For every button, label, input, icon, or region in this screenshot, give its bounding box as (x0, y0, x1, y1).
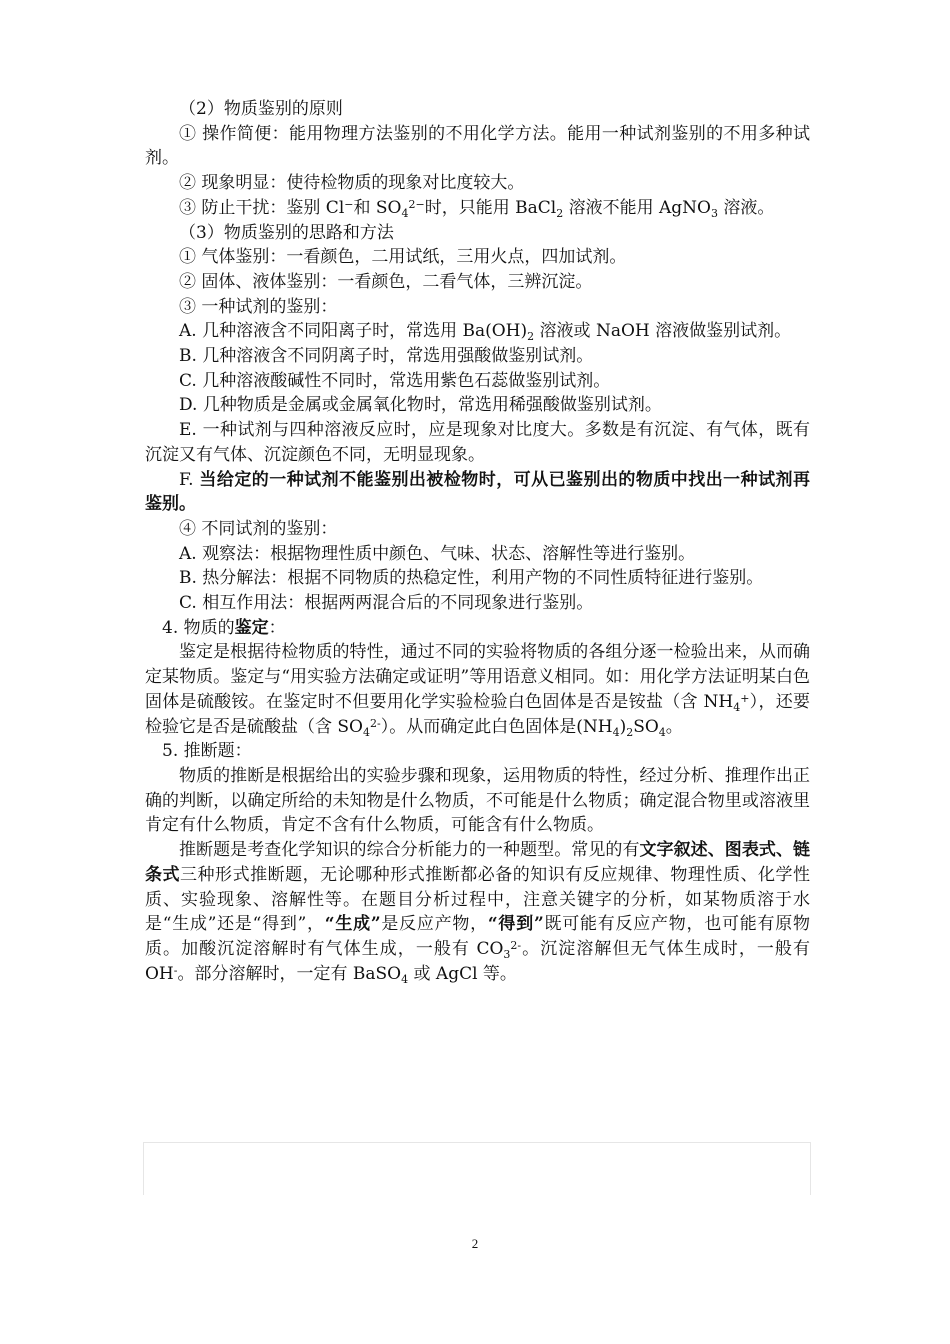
section-heading-inference: 5. 推断题： (162, 741, 252, 762)
paragraph: C. 几种溶液酸碱性不同时，常选用紫色石蕊做鉴别试剂。 (179, 370, 611, 391)
paragraph: ① 操作简便：能用物理方法鉴别的不用化学方法。能用一种试剂鉴别的不用多种试剂。 (145, 123, 810, 169)
paragraph: ② 固体、液体鉴别：一看颜色，二看气体，三辨沉淀。 (179, 271, 593, 292)
paragraph: 推断题是考查化学知识的综合分析能力的一种题型。常见的有文字叙述、图表式、链条式三种形式推断题，无论哪种形式推断都必备的知识有反应规律、物理性质、化学性质、实验现象、溶解性等。在题目分析过程中，注意关键字的分析，如某物质溶于水是“生成”还是“得到”，“生成”是反应产物，“得到”既可能有反应产物，也可能有原物质。加酸沉淀溶解时有气体生成，一般有 $CO_3^{2-}$。沉淀溶解但无气体生成时，一般有 OH-。部分溶解时，一定有 BaSO$_4$ 或 AgCl 等。 (145, 840, 811, 986)
footer-frame (143, 1142, 811, 1195)
paragraph: 物质的推断是根据给出的实验步骤和现象，运用物质的特性，经过分析、推理作出正确的判断，以确定所给的未知物是什么物质，不可能是什么物质；确定混合物里或溶液里肯定有什么物质，肯定不含有什么物质，可能含有什么物质。 (145, 765, 810, 836)
section-heading-identification: 4. 物质的鉴定： (162, 617, 286, 638)
paragraph: E. 一种试剂与四种溶液反应时，应是现象对比度大。多数是有沉淀、有气体，既有沉淀又有气体、沉淀颜色不同，无明显现象。 (145, 420, 810, 465)
paragraph: A. 观察法：根据物理性质中颜色、气味、状态、溶解性等进行鉴别。 (179, 543, 696, 564)
document-body (145, 97, 810, 986)
paragraph: C. 相互作用法：根据两两混合后的不同现象进行鉴别。 (179, 593, 594, 614)
paragraph: F. 当给定的一种试剂不能鉴别出被检物时，可从已鉴别出的物质中找出一种试剂再鉴别。 (145, 469, 810, 515)
paragraph: ① 气体鉴别：一看颜色，二用试纸，三用火点，四加试剂。 (179, 247, 627, 268)
page-number: 2 (471, 1236, 479, 1251)
paragraph: B. 几种溶液含不同阴离子时，常选用强酸做鉴别试剂。 (179, 346, 594, 367)
paragraph: D. 几种物质是金属或金属氧化物时，常选用稀强酸做鉴别试剂。 (179, 395, 662, 416)
paragraph: B. 热分解法：根据不同物质的热稳定性，利用产物的不同性质特征进行鉴别。 (179, 568, 764, 589)
paragraph: ④ 不同试剂的鉴别： (179, 518, 338, 539)
paragraph: ③ 一种试剂的鉴别： (179, 296, 338, 317)
paragraph: ② 现象明显：使待检物质的现象对比度较大。 (179, 173, 525, 194)
paragraph: ③ 防止干扰：鉴别 Cl−和 $SO_4^{2-}$时，只能用 BaCl$_2$ 溶液不能用 AgNO$_3$ 溶液。 (179, 197, 775, 220)
paragraph: 鉴定是根据待检物质的特性，通过不同的实验将物质的各组分逐一检验出来，从而确定某物质。鉴定与“用实验方法确定或证明”等用语意义相同。如：用化学方法证明某白色固体是硫酸铵。在鉴定时不但要用化学实验检验白色固体是否是铵盐（含 $NH_4^+$），还要检验它是否是硫酸盐（含 $SO_4^{2-}$）。从而确定此白色固体是$(NH_4)_2SO_4$。 (145, 642, 811, 739)
paragraph: A. 几种溶液含不同阳离子时，常选用 $Ba(OH)_2$ 溶液或 NaOH 溶液做鉴别试剂。 (179, 321, 792, 344)
section-heading-methods: （3）物质鉴别的思路和方法 (179, 222, 394, 243)
section-heading-principles: （2）物质鉴别的原则 (179, 99, 343, 119)
